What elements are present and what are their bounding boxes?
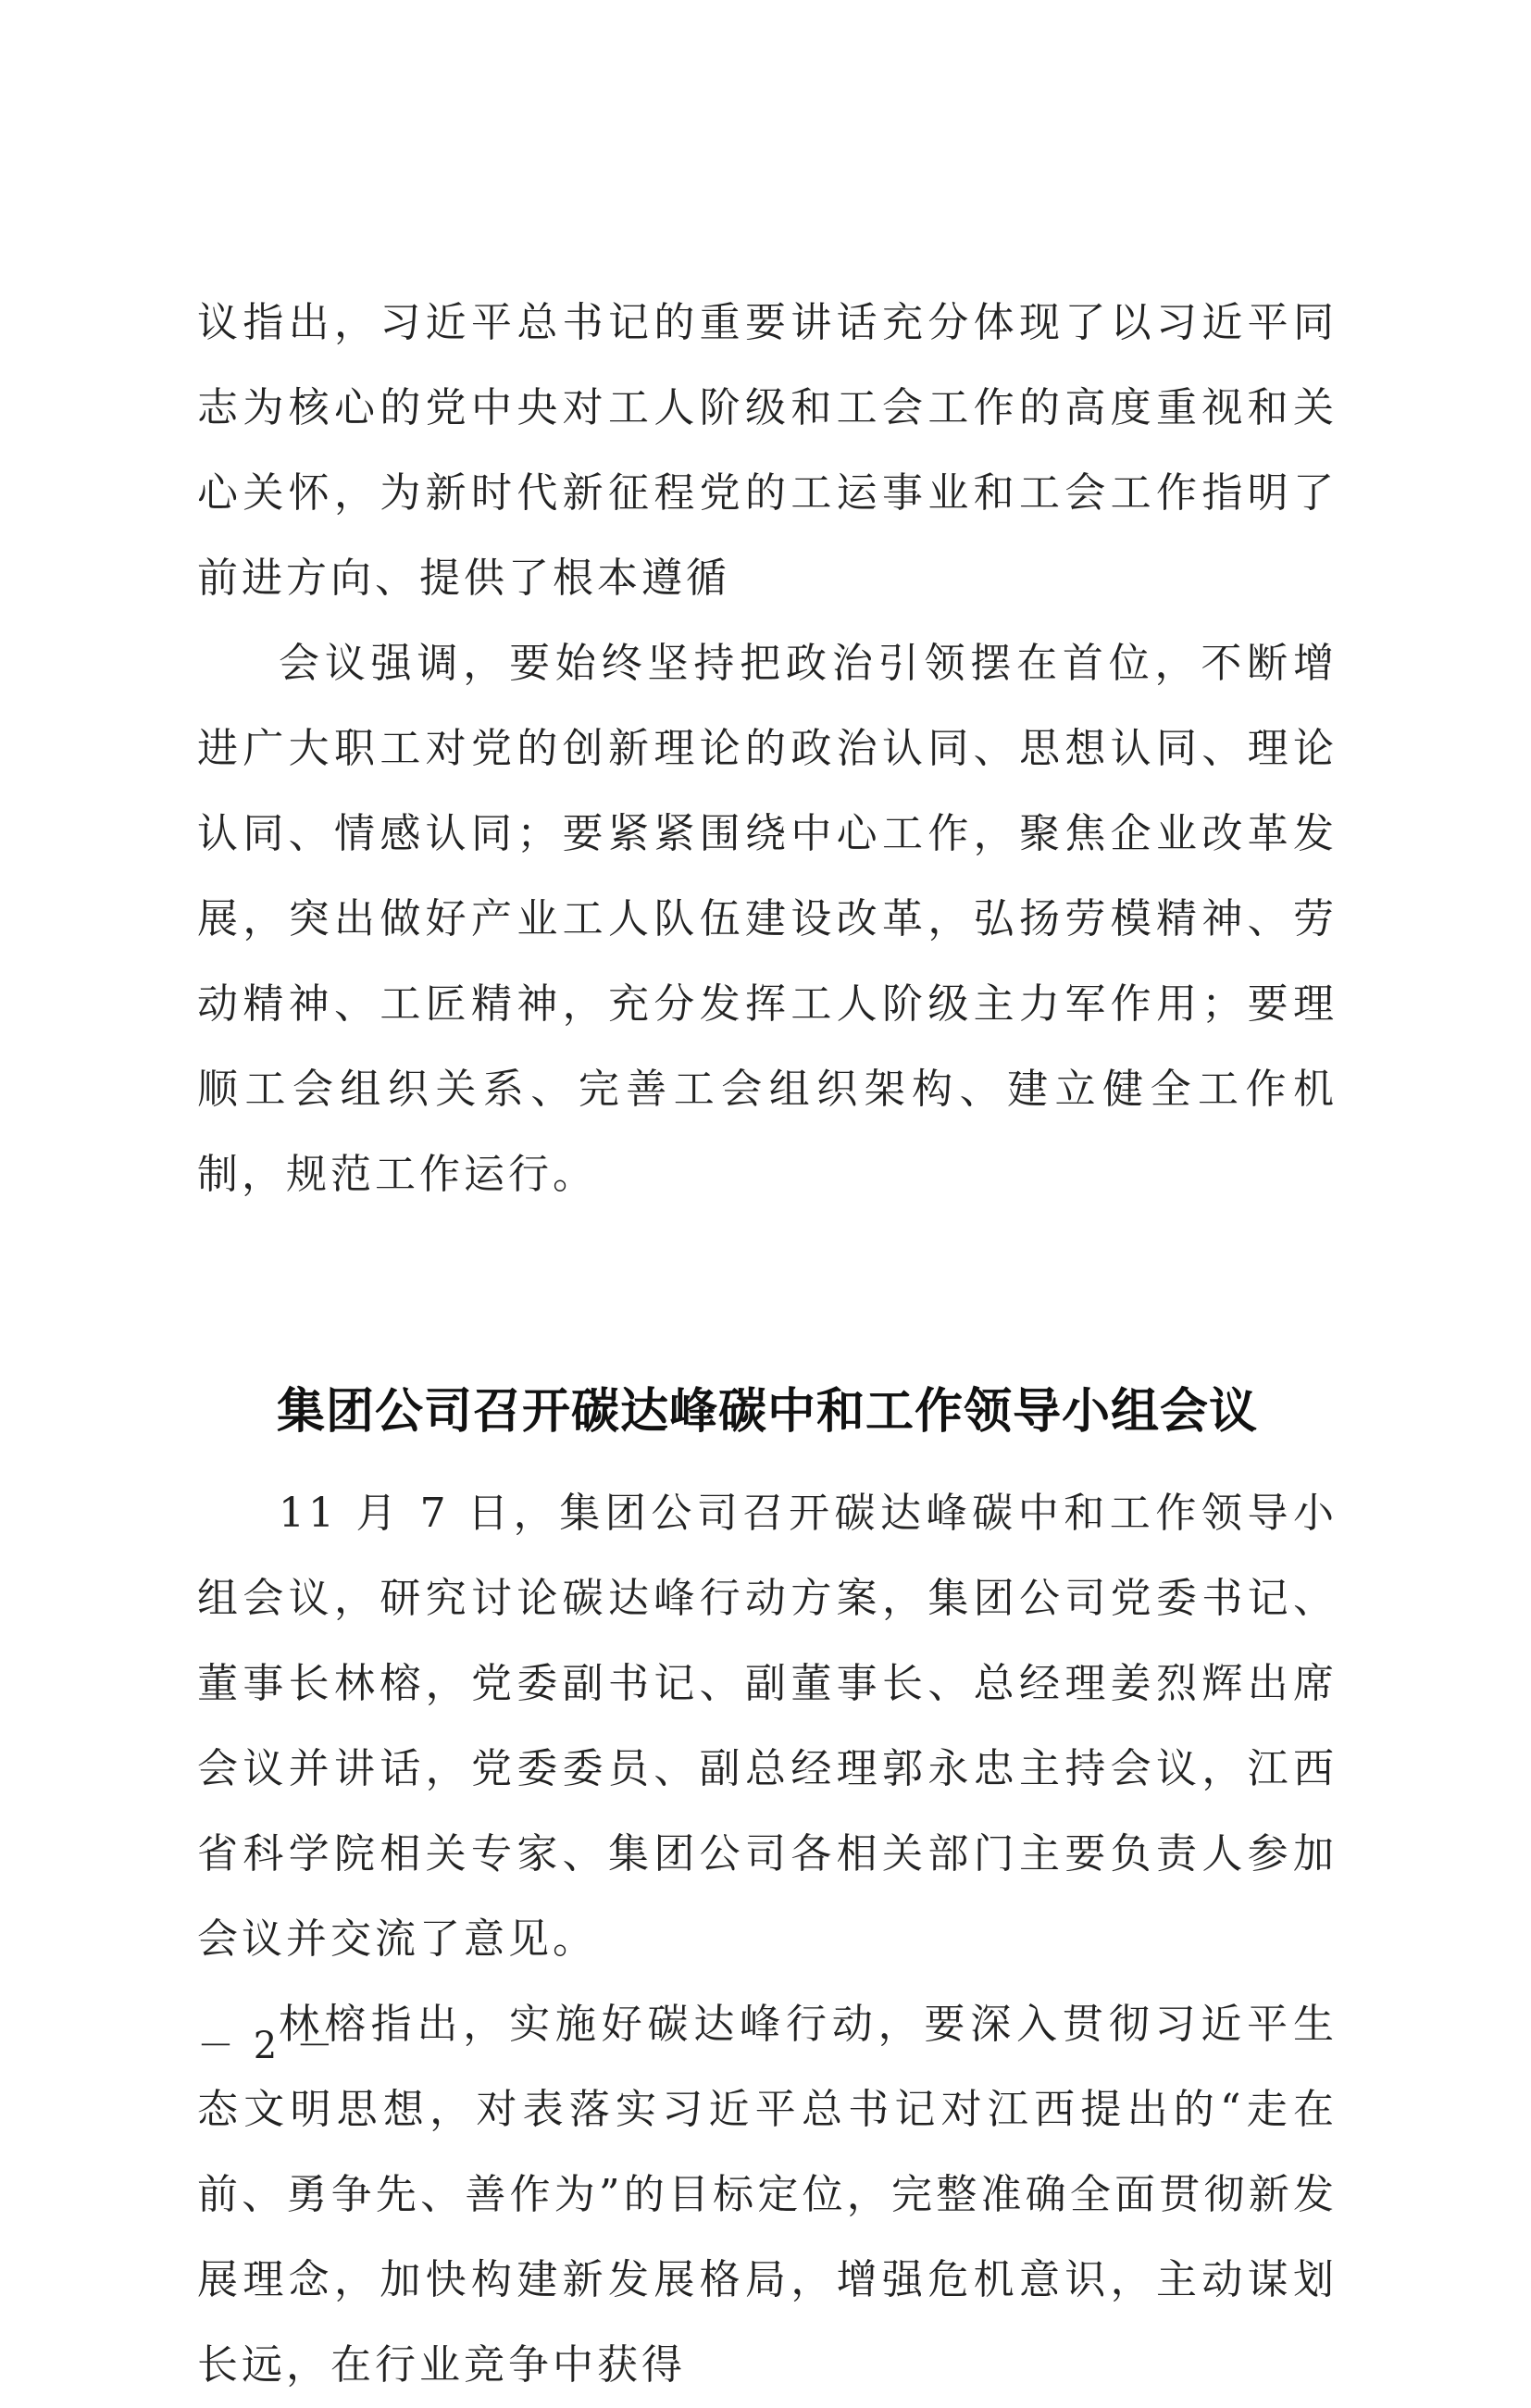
article-paragraph-2: 林榕指出，实施好碳达峰行动，要深入贯彻习近平生态文明思想，对表落实习近平总书记对江西提出的“走在前、勇争先、善作为”的目标定位，完整准确全面贯彻新发展理念，加快构建新发展格局，增强危机意识，主动谋划长远，在行业竞争中获得	[197, 2001, 1338, 2389]
article-title: 集团公司召开碳达峰碳中和工作领导小组会议	[276, 1383, 1258, 1440]
document-body	[197, 281, 1338, 2408]
meeting-emphasis-paragraph: 会议强调，要始终坚持把政治引领摆在首位，不断增进广大职工对党的创新理论的政治认同、思想认同、理论认同、情感认同；要紧紧围绕中心工作，聚焦企业改革发展，突出做好产业工人队伍建设改革，弘扬劳模精神、劳动精神、工匠精神，充分发挥工人阶级主力军作用；要理顺工会组织关系、完善工会组织架构、建立健全工作机制，规范工作运行。	[197, 640, 1338, 1198]
article-paragraph-1: 11 月 7 日，集团公司召开碳达峰碳中和工作领导小组会议，研究讨论碳达峰行动方案，集团公司党委书记、董事长林榕，党委副书记、副董事长、总经理姜烈辉出席会议并讲话，党委委员、副总经理郭永忠主持会议，江西省科学院相关专家、集团公司各相关部门主要负责人参加会议并交流了意见。	[197, 1490, 1338, 1963]
page-number: － 2 －	[197, 2025, 337, 2067]
heading-spacer	[197, 1449, 1338, 1471]
section-spacer	[197, 1217, 1338, 1375]
continued-paragraph: 议指出，习近平总书记的重要讲话充分体现了以习近平同志为核心的党中央对工人阶级和工会工作的高度重视和关心关怀，为新时代新征程党的工运事业和工会工作指明了前进方向、提供了根本遵循	[197, 299, 1338, 602]
